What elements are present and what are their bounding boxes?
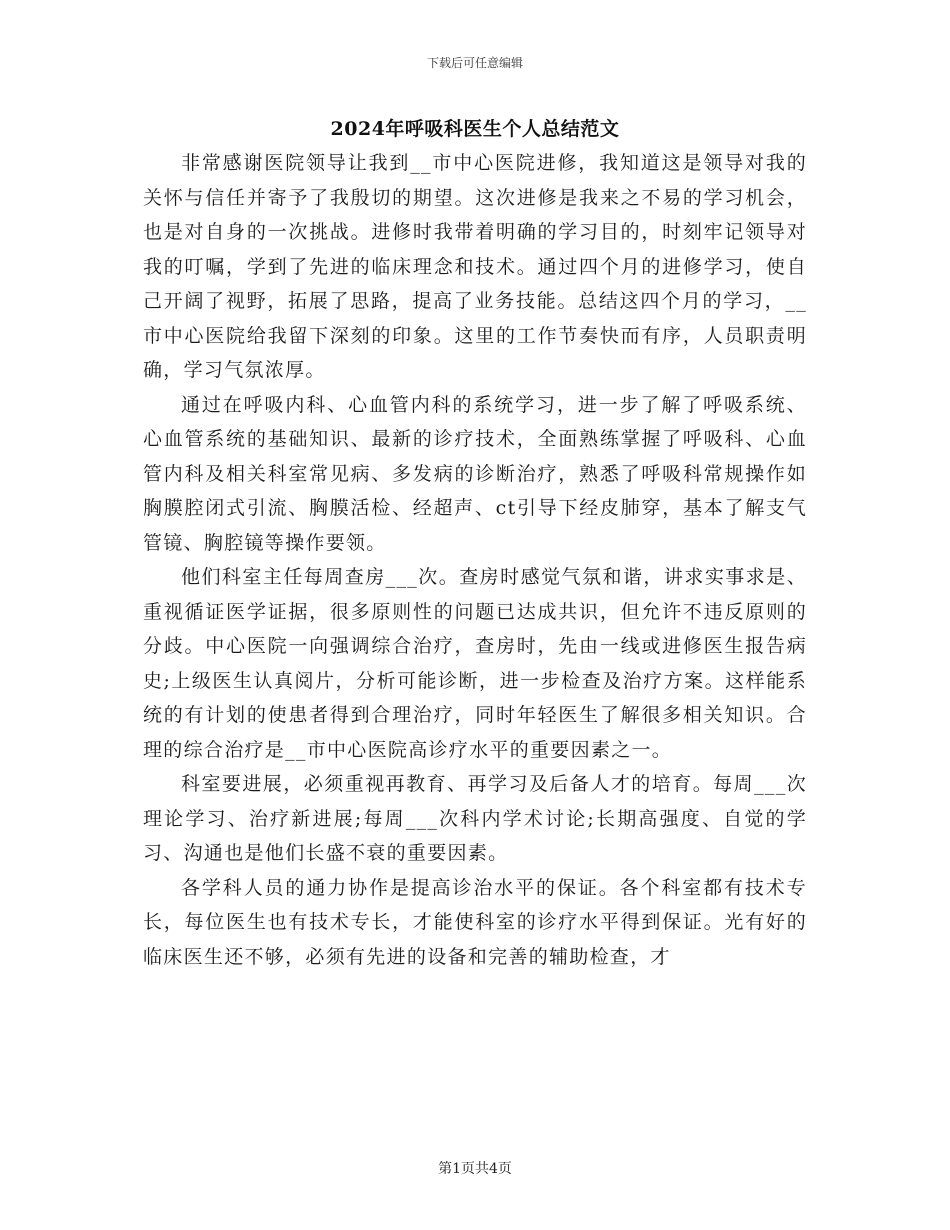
paragraph-2: 通过在呼吸内科、心血管内科的系统学习，进一步了解了呼吸系统、心血管系统的基础知识、最新的诊疗技术，全面熟练掌握了呼吸科、心血管内科及相关科室常见病、多发病的诊断治疗，熟悉了呼吸科常规操作如胸膜腔闭式引流、胸膜活检、经超声、ct引导下经皮肺穿，基本了解支气管镜、胸腔镜等操作要领。	[143, 393, 807, 554]
document-body	[143, 146, 807, 974]
page-header: 下载后可任意编辑	[426, 56, 523, 70]
page-number: 第1页共4页	[438, 1161, 512, 1177]
paragraph-3: 他们科室主任每周查房___次。查房时感觉气氛和谐，讲求实事求是、重视循证医学证据，很多原则性的问题已达成共识，但允许不违反原则的分歧。中心医院一向强调综合治疗，查房时，先由一线或进修医生报告病史;上级医生认真阅片，分析可能诊断，进一步检查及治疗方案。这样能系统的有计划的使患者得到合理治疗，同时年轻医生了解很多相关知识。合理的综合治疗是__市中心医院高诊疗水平的重要因素之一。	[143, 566, 807, 761]
paragraph-5: 各学科人员的通力协作是提高诊治水平的保证。各个科室都有技术专长，每位医生也有技术专长，才能使科室的诊疗水平得到保证。光有好的临床医生还不够，必须有先进的设备和完善的辅助检查，才	[143, 876, 807, 968]
document-title: 2024年呼吸科医生个人总结范文	[330, 118, 620, 140]
paragraph-1: 非常感谢医院领导让我到__市中心医院进修，我知道这是领导对我的关怀与信任并寄予了我殷切的期望。这次进修是我来之不易的学习机会，也是对自身的一次挑战。进修时我带着明确的学习目的，时刻牢记领导对我的叮嘱，学到了先进的临床理念和技术。通过四个月的进修学习，使自己开阔了视野，拓展了思路，提高了业务技能。总结这四个月的学习，__市中心医院给我留下深刻的印象。这里的工作节奏快而有序，人员职责明确，学习气氛浓厚。	[143, 152, 807, 381]
paragraph-4: 科室要进展，必须重视再教育、再学习及后备人才的培育。每周___次理论学习、治疗新进展;每周___次科内学术讨论;长期高强度、自觉的学习、沟通也是他们长盛不衰的重要因素。	[143, 773, 807, 864]
